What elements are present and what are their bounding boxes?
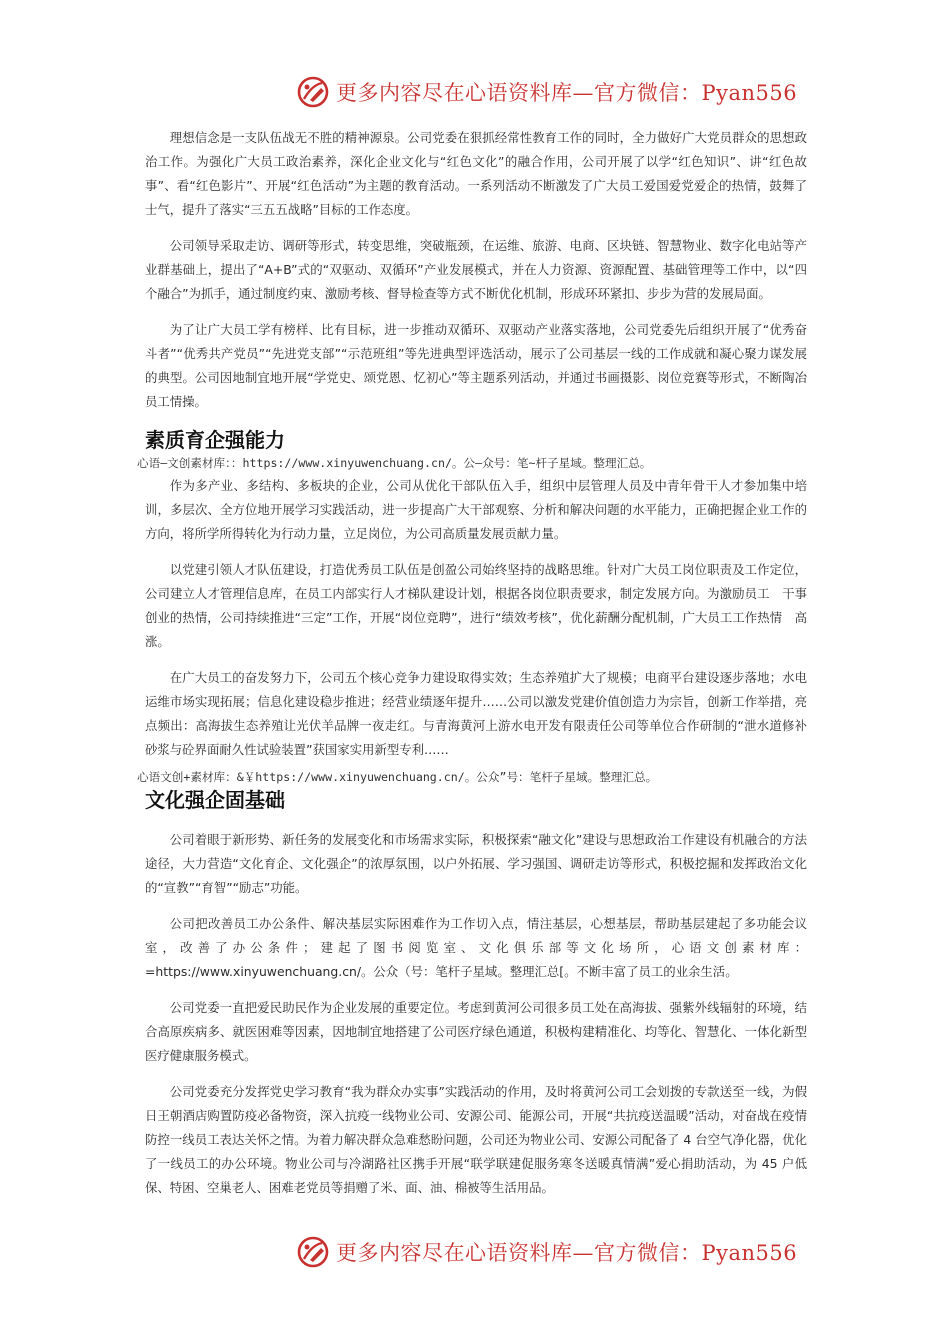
paragraph: 在广大员工的奋发努力下，公司五个核心竞争力建设取得实效；生态养殖扩大了规模；电商平台建设逐步落地；水电运维市场实现拓展；信息化建设稳步推进；经营业绩逐年提升……公司以激发党建价值创造力为宗旨，创新工作举措，亮点频出：高海拔生态养殖让光伏羊品牌一夜走红。与青海黄河上游水电开发有限责任公司等单位合作研制的“泄水道修补砂浆与砼界面耐久性试验装置”获国家实用新型专利…… — [145, 670, 807, 757]
document-body — [137, 126, 807, 1212]
section-heading: 文化强企固基础 — [145, 788, 285, 812]
paragraph: 公司把改善员工办公条件、解决基层实际困难作为工作切入点，情注基层，心想基层，帮助基层建起了多功能会议室，改善了办公条件；建起了图书阅览室、文化俱乐部等文化场所，心语文创素材库：=https://www.xinyuwenchuang.cn/。公众（号：笔杆子星域。整理汇总[。不断丰富了员工的业余生活。 — [145, 916, 807, 979]
banner-text: 更多内容尽在心语资料库—官方微信：Pyan556 — [336, 1241, 798, 1265]
paragraph: 公司党委一直把爱民助民作为企业发展的重要定位。考虑到黄河公司很多员工处在高海拔、强紫外线辐射的环境，结合高原疾病多、就医困难等因素，因地制宜地搭建了公司医疗绿色通道，积极构建精准化、均等化、智慧化、一体化新型医疗健康服务模式。 — [145, 1000, 807, 1063]
paragraph: 公司着眼于新形势、新任务的发展变化和市场需求实际，积极探索“融文化”建设与思想政治工作建设有机融合的方法途径，大力营造“文化育企、文化强企”的浓厚氛围，以户外拓展、学习强国、调研走访等形式，积极挖掘和发挥政治文化的“宣教”“育智”“励志”功能。 — [145, 832, 807, 895]
paragraph: 公司领导采取走访、调研等形式，转变思维，突破瓶颈，在运维、旅游、电商、区块链、智慧物业、数字化电站等产业群基础上，提出了“A+B”式的“双驱动、双循环”产业发展模式，并在人力资源、资源配置、基础管理等工作中，以“四个融合”为抓手，通过制度约束、激励考核、督导检查等方式不断优化机制，形成环环紧扣、步步为营的发展局面。 — [145, 238, 807, 301]
footer-watermark-banner — [296, 1232, 797, 1272]
brand-logo-icon — [296, 1235, 330, 1269]
banner-text: 更多内容尽在心语资料库—官方微信：Pyan556 — [336, 81, 798, 105]
paragraph: 理想信念是一支队伍战无不胜的精神源泉。公司党委在狠抓经常性教育工作的同时，全力做好广大党员群众的思想政治工作。为强化广大员工政治素养，深化企业文化与“红色文化”的融合作用，公司开展了以学“红色知识”、讲“红色故事”、看“红色影片”、开展“红色活动”为主题的教育活动。一系列活动不断激发了广大员工爱国爱党爱企的热情，鼓舞了士气，提升了落实“三五五战略”目标的工作态度。 — [145, 130, 807, 217]
paragraph: 作为多产业、多结构、多板块的企业，公司从优化干部队伍入手，组织中层管理人员及中青年骨干人才参加集中培训，多层次、全方位地开展学习实践活动，进一步提高广大干部观察、分析和解决问题的水平能力，正确把握企业工作的方向，将所学所得转化为行动力量，立足岗位，为公司高质量发展贡献力量。 — [145, 478, 807, 541]
watermark-line: 心语—文创素材库：：https://www.xinyuwenchuang.cn/。公—众号：笔~杆子星域。整理汇总。 — [137, 456, 652, 470]
header-watermark-banner — [296, 72, 797, 112]
paragraph: 以党建引领人才队伍建设，打造优秀员工队伍是创盈公司始终坚持的战略思维。针对广大员工岗位职责及工作定位，公司建立人才管理信息库，在员工内部实行人才梯队建设计划，根据各岗位职责要求，制定发展方向。为激励员工 干事创业的热情，公司持续推进“三定”工作，开展“岗位竞聘”，进行“绩效考核”，优化薪酬分配机制，广大员工工作热情 高涨。 — [145, 562, 807, 649]
brand-logo-icon — [296, 75, 330, 109]
watermark-line: 心语文创+素材库：&￥https://www.xinyuwenchuang.cn/。公众”号：笔杆子星域。整理汇总。 — [137, 770, 658, 784]
section-heading: 素质育企强能力 — [145, 428, 285, 452]
paragraph: 为了让广大员工学有榜样、比有目标，进一步推动双循环、双驱动产业落实落地，公司党委先后组织开展了“优秀奋斗者”“优秀共产党员”“先进党支部”“示范班组”等先进典型评选活动，展示了公司基层一线的工作成就和凝心聚力谋发展的典型。公司因地制宜地开展“学党史、颂党恩、忆初心”等主题系列活动，并通过书画摄影、岗位竞赛等形式，不断陶冶员工情操。 — [145, 322, 807, 409]
paragraph: 公司党委充分发挥党史学习教育“我为群众办实事”实践活动的作用，及时将黄河公司工会划拨的专款送至一线，为假日王朝酒店购置防疫必备物资，深入抗疫一线物业公司、安源公司、能源公司，开展“共抗疫送温暖”活动，对奋战在疫情防控一线员工表达关怀之情。为着力解决群众急难愁盼问题，公司还为物业公司、安源公司配备了 4 台空气净化器，优化了一线员工的办公环境。物业公司与冷湖路社区携手开展“联学联建促服务寒冬送暖真情满”爱心捐助活动，为 45 户低保、特困、空巢老人、困难老党员等捐赠了米、面、油、棉被等生活用品。 — [145, 1084, 807, 1195]
